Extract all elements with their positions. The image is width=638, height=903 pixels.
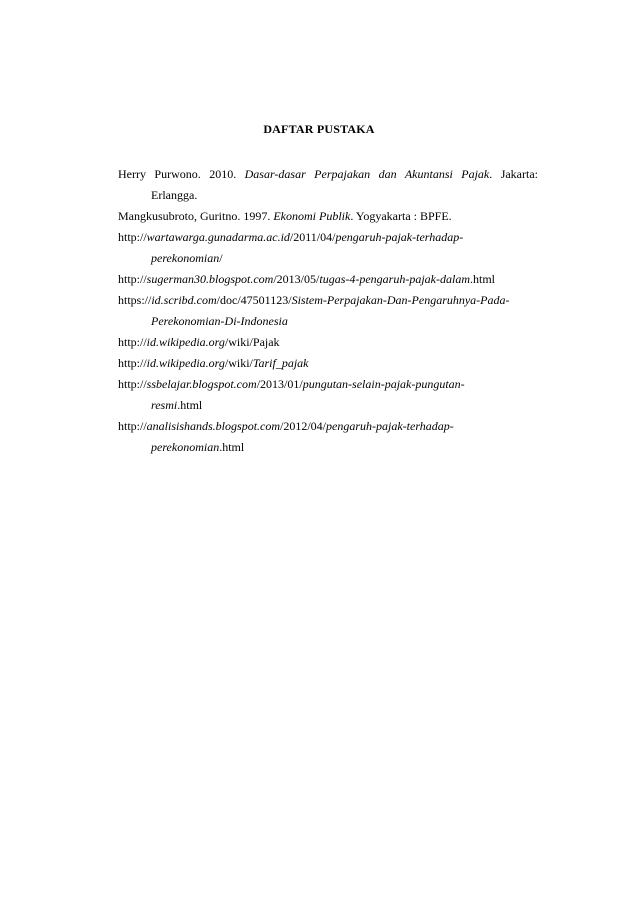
reference-line (118, 164, 538, 185)
reference-continuation[interactable]: perekonomian.html (151, 440, 245, 454)
reference-title: Ekonomi Publik (273, 209, 351, 223)
reference-title: Dasar-dasar Perpajakan dan Akuntansi Pajak (244, 167, 490, 181)
reference-continuation: Erlangga. (151, 188, 198, 202)
reference-url-line[interactable]: http://analisishands.blogspot.com/2012/04/pengaruh-pajak-terhadap- (118, 419, 454, 433)
reference-url-line[interactable]: http://wartawarga.gunadarma.ac.id/2011/04/pengaruh-pajak-terhadap- (118, 230, 464, 244)
page-title: DAFTAR PUSTAKA (263, 122, 375, 136)
reference-item (118, 227, 538, 269)
reference-author: Mangkusubroto, Guritno. 1997. (118, 209, 274, 223)
reference-list (118, 164, 538, 458)
reference-url-line[interactable]: http://ssbelajar.blogspot.com/2013/01/pungutan-selain-pajak-pungutan- (118, 377, 465, 391)
reference-item[interactable]: http://sugerman30.blogspot.com/2013/05/tugas-4-pengaruh-pajak-dalam.html (118, 272, 496, 286)
reference-item (118, 206, 538, 227)
reference-item[interactable]: http://id.wikipedia.org/wiki/Tarif_pajak (118, 356, 309, 370)
reference-continuation[interactable]: Perekonomian-Di-Indonesia (151, 314, 288, 328)
reference-item (118, 290, 538, 332)
reference-continuation[interactable]: perekonomian/ (151, 251, 223, 265)
reference-continuation[interactable]: resmi.html (151, 398, 203, 412)
reference-item (118, 416, 538, 458)
reference-url-line[interactable]: https://id.scribd.com/doc/47501123/Sistem-Perpajakan-Dan-Pengaruhnya-Pada- (118, 293, 510, 307)
reference-item (118, 374, 538, 416)
reference-item (118, 164, 538, 206)
reference-author: Herry Purwono. 2010. (118, 167, 245, 181)
reference-publisher: . Yogyakarta : BPFE. (350, 209, 452, 223)
reference-publisher: . Jakarta: (489, 167, 538, 181)
reference-item[interactable]: http://id.wikipedia.org/wiki/Pajak (118, 335, 280, 349)
